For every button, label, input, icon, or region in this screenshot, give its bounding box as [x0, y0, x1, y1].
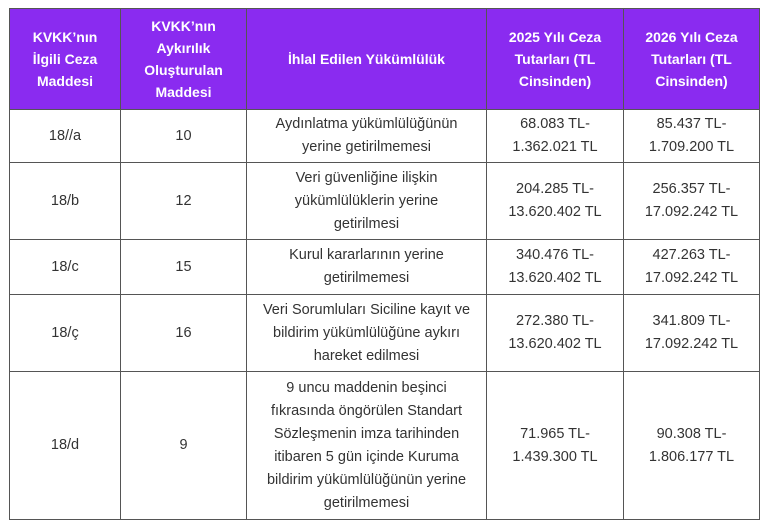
table-row	[10, 110, 760, 163]
table-row	[10, 240, 760, 295]
cell-penalty-article: 18/b	[10, 163, 121, 240]
cell-violated-article: 9	[121, 372, 247, 520]
header-2025-penalty-amounts: 2025 Yılı Ceza Tutarları (TL Cinsinden)	[487, 9, 624, 110]
cell-obligation: Veri güvenliğine ilişkin yükümlülüklerin yerine getirilmesi	[247, 163, 487, 240]
cell-violated-article: 15	[121, 240, 247, 295]
cell-obligation: Kurul kararlarının yerine getirilmemesi	[247, 240, 487, 295]
cell-penalty-article: 18/c	[10, 240, 121, 295]
table-row	[10, 163, 760, 240]
cell-2026-amount: 256.357 TL- 17.092.242 TL	[624, 163, 760, 240]
cell-violated-article: 10	[121, 110, 247, 163]
cell-2026-amount: 90.308 TL- 1.806.177 TL	[624, 372, 760, 520]
header-violated-obligation: İhlal Edilen Yükümlülük	[247, 9, 487, 110]
cell-obligation: Aydınlatma yükümlülüğünün yerine getirilmemesi	[247, 110, 487, 163]
cell-2025-amount: 272.380 TL- 13.620.402 TL	[487, 295, 624, 372]
header-2026-penalty-amounts: 2026 Yılı Ceza Tutarları (TL Cinsinden)	[624, 9, 760, 110]
penalty-table	[9, 8, 760, 520]
cell-obligation: Veri Sorumluları Siciline kayıt ve bildirim yükümlülüğüne aykırı hareket edilmesi	[247, 295, 487, 372]
cell-2025-amount: 204.285 TL- 13.620.402 TL	[487, 163, 624, 240]
table-row	[10, 372, 760, 520]
cell-obligation: 9 uncu maddenin beşinci fıkrasında öngörülen Standart Sözleşmenin imza tarihinden itibaren 5 gün içinde Kuruma bildirim yükümlülüğünün yerine getirilmemesi	[247, 372, 487, 520]
cell-2025-amount: 71.965 TL- 1.439.300 TL	[487, 372, 624, 520]
cell-violated-article: 12	[121, 163, 247, 240]
cell-penalty-article: 18/d	[10, 372, 121, 520]
header-kvkk-penalty-article: KVKK’nın İlgili Ceza Maddesi	[10, 9, 121, 110]
header-row	[10, 9, 760, 110]
cell-2025-amount: 68.083 TL- 1.362.021 TL	[487, 110, 624, 163]
cell-penalty-article: 18/ç	[10, 295, 121, 372]
cell-2026-amount: 427.263 TL- 17.092.242 TL	[624, 240, 760, 295]
cell-2026-amount: 341.809 TL- 17.092.242 TL	[624, 295, 760, 372]
cell-penalty-article: 18//a	[10, 110, 121, 163]
cell-2026-amount: 85.437 TL- 1.709.200 TL	[624, 110, 760, 163]
table-row	[10, 295, 760, 372]
header-kvkk-violated-article: KVKK’nın Aykırılık Oluşturulan Maddesi	[121, 9, 247, 110]
penalty-table-container	[9, 8, 759, 520]
cell-2025-amount: 340.476 TL- 13.620.402 TL	[487, 240, 624, 295]
cell-violated-article: 16	[121, 295, 247, 372]
